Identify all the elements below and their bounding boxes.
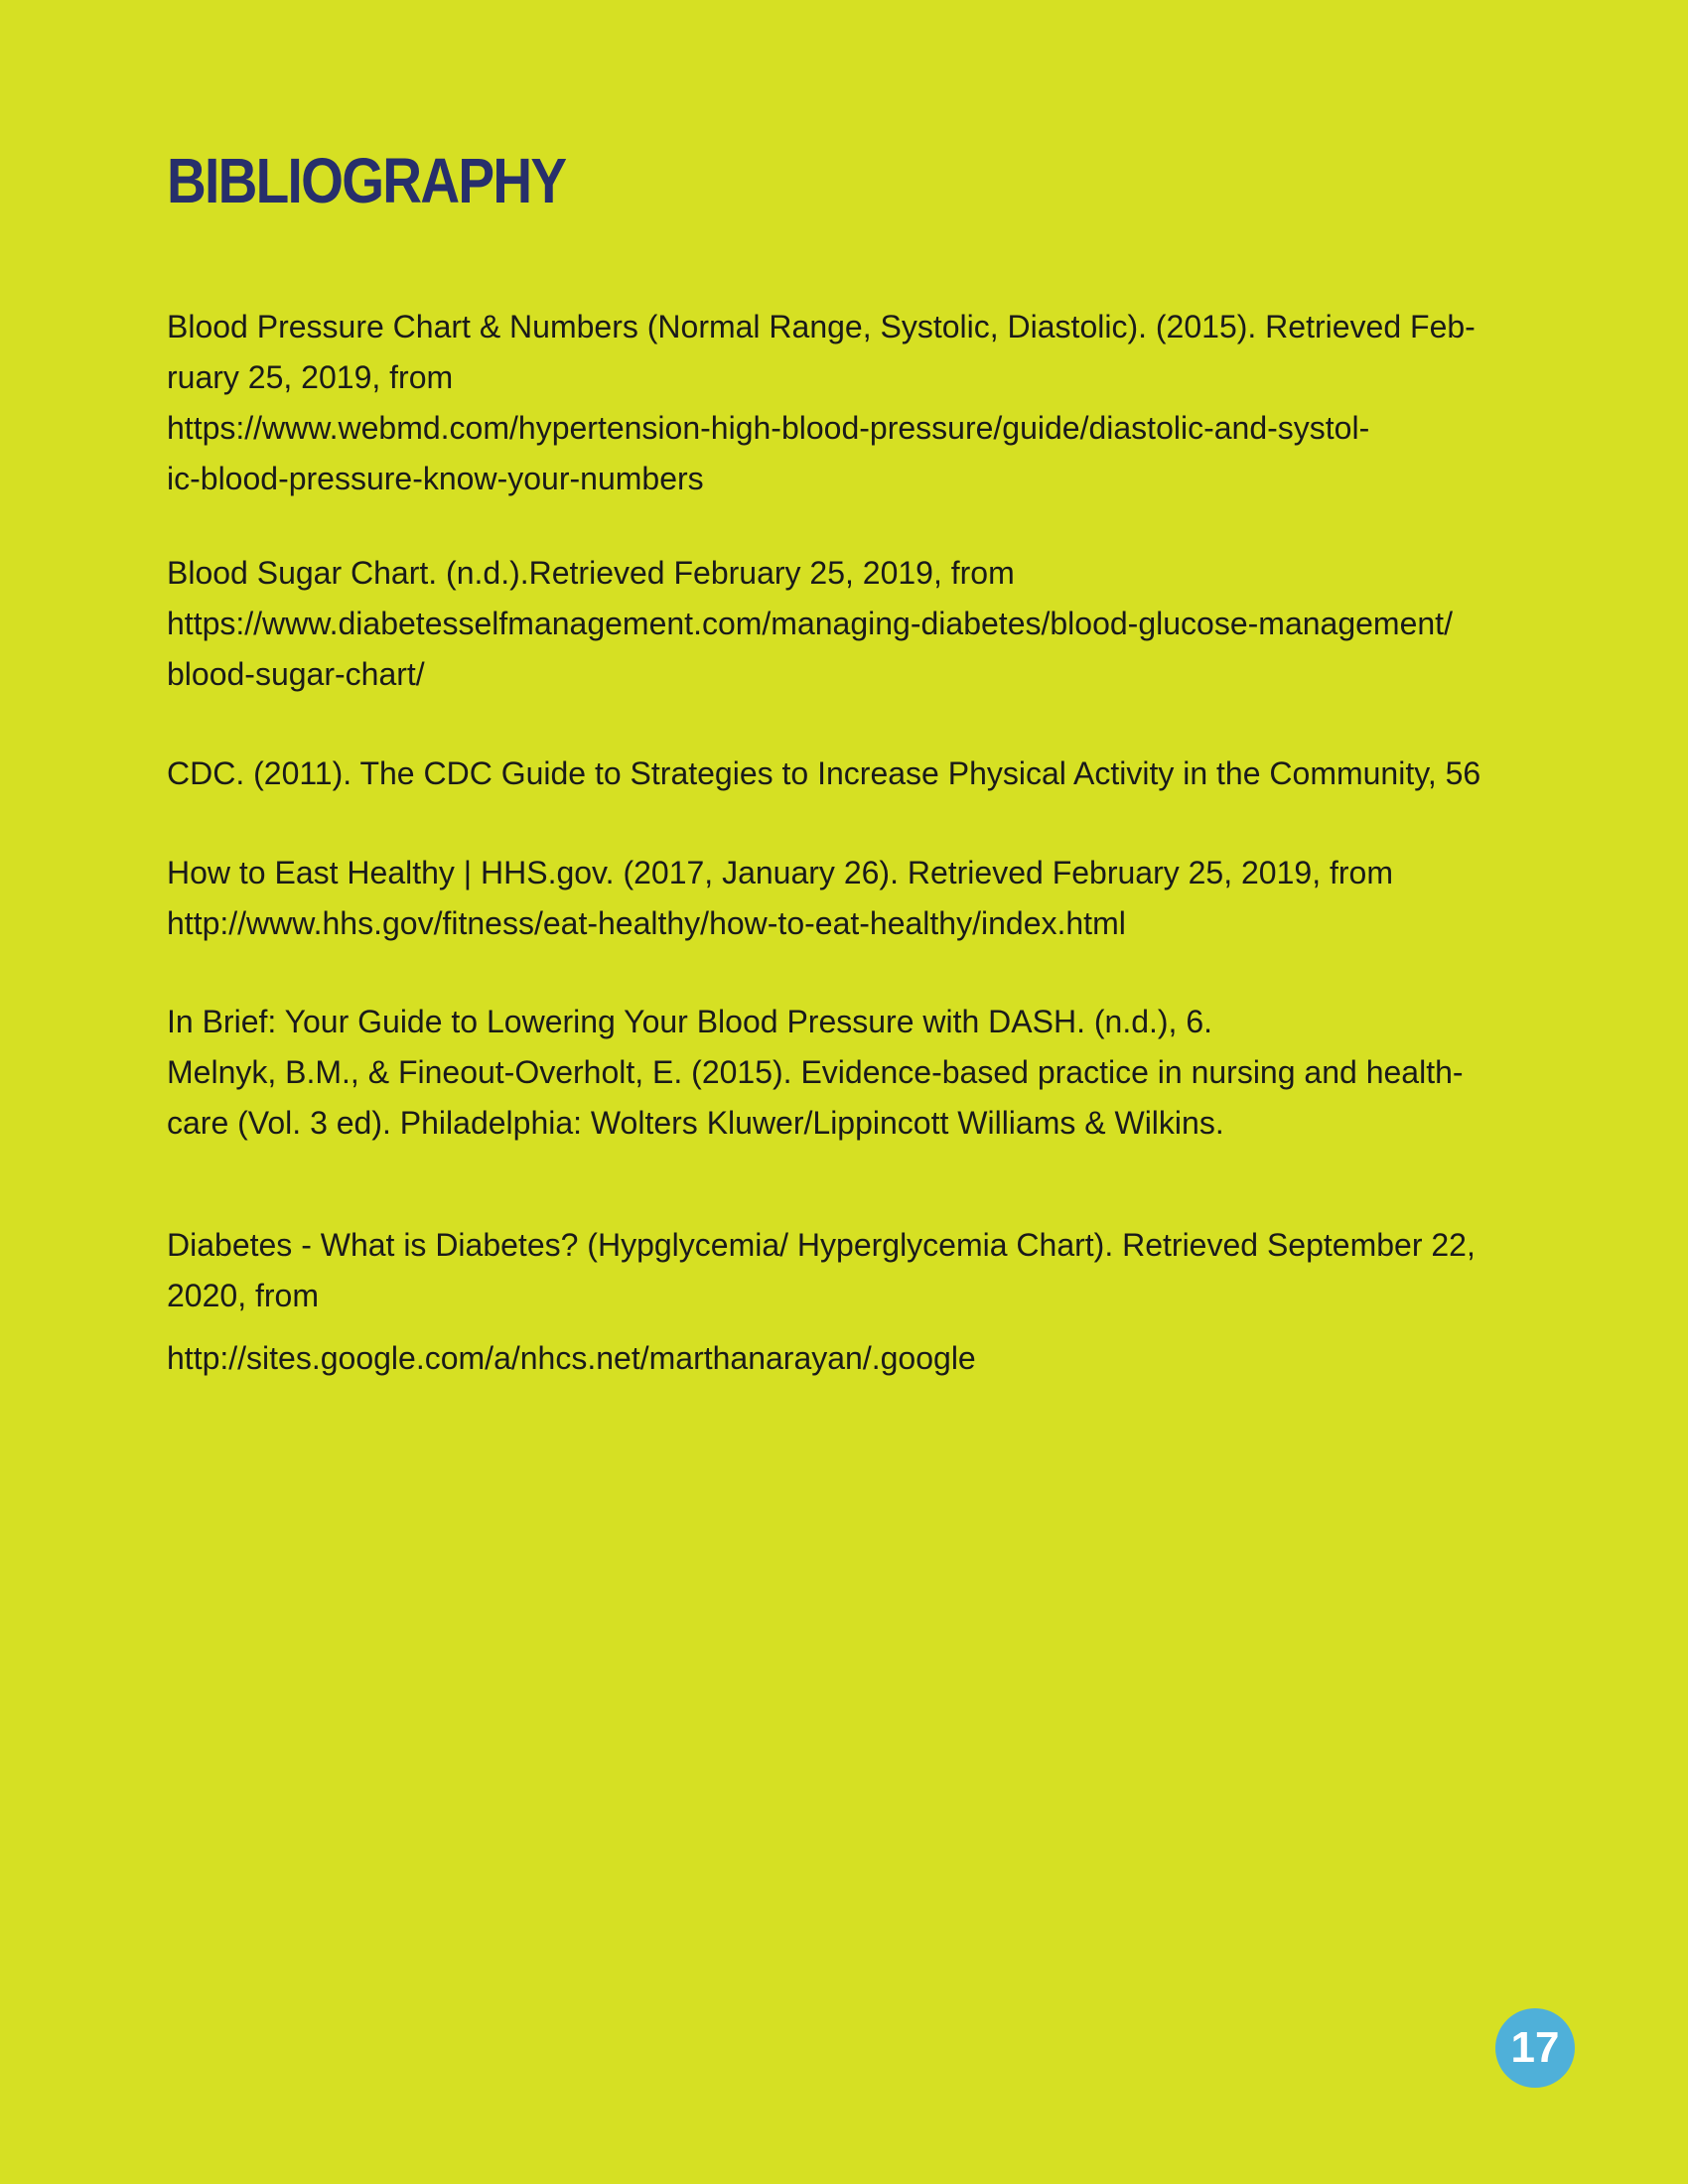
entry-url-line: https://www.webmd.com/hypertension-high-blood-pressure/guide/diastolic-and-systol- (167, 410, 1370, 446)
entry-url-line: https://www.diabetesselfmanagement.com/managing-diabetes/blood-glucose-management/ (167, 606, 1453, 641)
entry-line: 2020, from (167, 1278, 319, 1313)
bibliography-entry (167, 749, 1597, 799)
entry-line: Blood Pressure Chart & Numbers (Normal Range, Systolic, Diastolic). (2015). Retrieved Feb- (167, 309, 1476, 344)
entry-line: Blood Sugar Chart. (n.d.).Retrieved February 25, 2019, from (167, 555, 1015, 591)
page-title: BIBLIOGRAPHY (167, 145, 566, 216)
entry-line: ruary 25, 2019, from (167, 359, 454, 395)
entry-url-line: http://sites.google.com/a/nhcs.net/marthanarayan/.google (167, 1340, 976, 1376)
entry-url-line: http://www.hhs.gov/fitness/eat-healthy/how-to-eat-healthy/index.html (167, 905, 1126, 941)
bibliography-entry (167, 302, 1597, 504)
entry-url-line: blood-sugar-chart/ (167, 656, 425, 692)
bibliography-entry (167, 548, 1597, 700)
entry-line: Melnyk, B.M., & Fineout-Overholt, E. (2015). Evidence-based practice in nursing and health- (167, 1054, 1464, 1090)
bibliography-entry (167, 997, 1597, 1149)
bibliography-entry (167, 848, 1597, 949)
entry-line: care (Vol. 3 ed). Philadelphia: Wolters Kluwer/Lippincott Williams & Wilkins. (167, 1105, 1224, 1141)
entry-line: CDC. (2011). The CDC Guide to Strategies to Increase Physical Activity in the Community, 56 (167, 755, 1481, 791)
entry-url-line: ic-blood-pressure-know-your-numbers (167, 461, 704, 496)
entry-line: Diabetes - What is Diabetes? (Hypglycemia/ Hyperglycemia Chart). Retrieved September 22, (167, 1227, 1476, 1263)
entry-line: In Brief: Your Guide to Lowering Your Blood Pressure with DASH. (n.d.), 6. (167, 1004, 1213, 1039)
bibliography-entry (167, 1220, 1597, 1384)
entry-line: How to East Healthy | HHS.gov. (2017, January 26). Retrieved February 25, 2019, from (167, 855, 1393, 890)
page-number-badge: 17 (1495, 2008, 1575, 2088)
